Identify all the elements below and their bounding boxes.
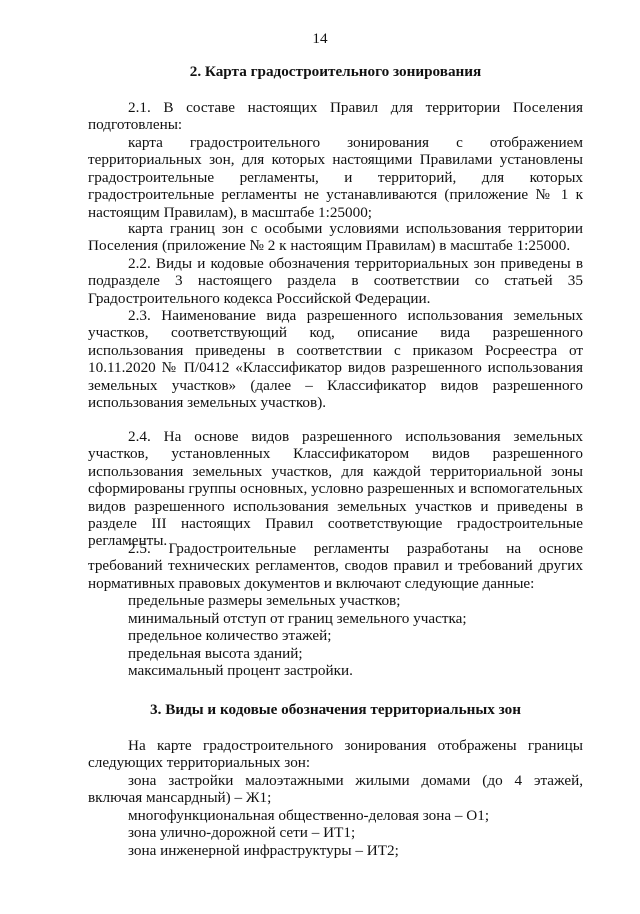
paragraph-2-2: 2.2. Виды и кодовые обозначения территориальных зон приведены в подразделе 3 настоящего раздела в соответствии со статьей 35 Градостроительного кодекса Российской Федерации. [88, 255, 583, 307]
zone-item: зона инженерной инфраструктуры – ИТ2; [128, 842, 399, 859]
list-item: минимальный отступ от границ земельного участка; [128, 610, 467, 627]
list-item: максимальный процент застройки. [128, 662, 353, 679]
paragraph-2-5: 2.5. Градостроительные регламенты разработаны на основе требований технических регламентов, сводов правил и требований других нормативных правовых документов и включают следующие данные: [88, 540, 583, 592]
map-item-1: карта градостроительного зонирования с отображением территориальных зон, для которых настоящими Правилами установлены градостроительные регламенты, и территорий, для которых градостроительные регламенты не устанавливаются (приложение № 1 к настоящим Правилам), в масштабе 1:25000; [88, 134, 583, 221]
section-3-heading: 3. Виды и кодовые обозначения территориальных зон [150, 701, 521, 718]
map-item-2: карта границ зон с особыми условиями использования территории Поселения (приложение № 2 к настоящим Правилам) в масштабе 1:25000. [88, 220, 583, 255]
paragraph-2-1: 2.1. В составе настоящих Правил для территории Поселения подготовлены: [88, 99, 583, 134]
page-number: 14 [312, 30, 328, 47]
zone-item: зона улично-дорожной сети – ИТ1; [128, 824, 356, 841]
list-item: предельное количество этажей; [128, 627, 332, 644]
list-item: предельные размеры земельных участков; [128, 592, 401, 609]
zone-item: зона застройки малоэтажными жилыми домами (до 4 этажей, включая мансардный) – Ж1; [88, 772, 583, 807]
paragraph-2-4: 2.4. На основе видов разрешенного использования земельных участков, установленных Классификатором видов разрешенного использования земельных участков, для каждой территориальной зоны сформированы группы основных, условно разрешенных и вспомогательных видов разрешенного использования земельных участков и приведены в разделе III настоящих Правил соответствующие градостроительные регламенты. [88, 428, 584, 550]
zone-item: многофункциональная общественно-деловая зона – О1; [128, 807, 490, 824]
paragraph-2-3: 2.3. Наименование вида разрешенного использования земельных участков, соответствующий код, описание вида разрешенного использования приведены в соответствии с приказом Росреестра от 10.11.2020 № П/0412 «Классификатор видов разрешенного использования земельных участков» (далее – Классификатор видов разрешенного использования земельных участков). [88, 307, 583, 412]
section-2-heading: 2. Карта градостроительного зонирования [189, 63, 482, 80]
section-3-intro: На карте градостроительного зонирования отображены границы следующих территориальных зон: [88, 737, 583, 772]
list-item: предельная высота зданий; [128, 645, 303, 662]
